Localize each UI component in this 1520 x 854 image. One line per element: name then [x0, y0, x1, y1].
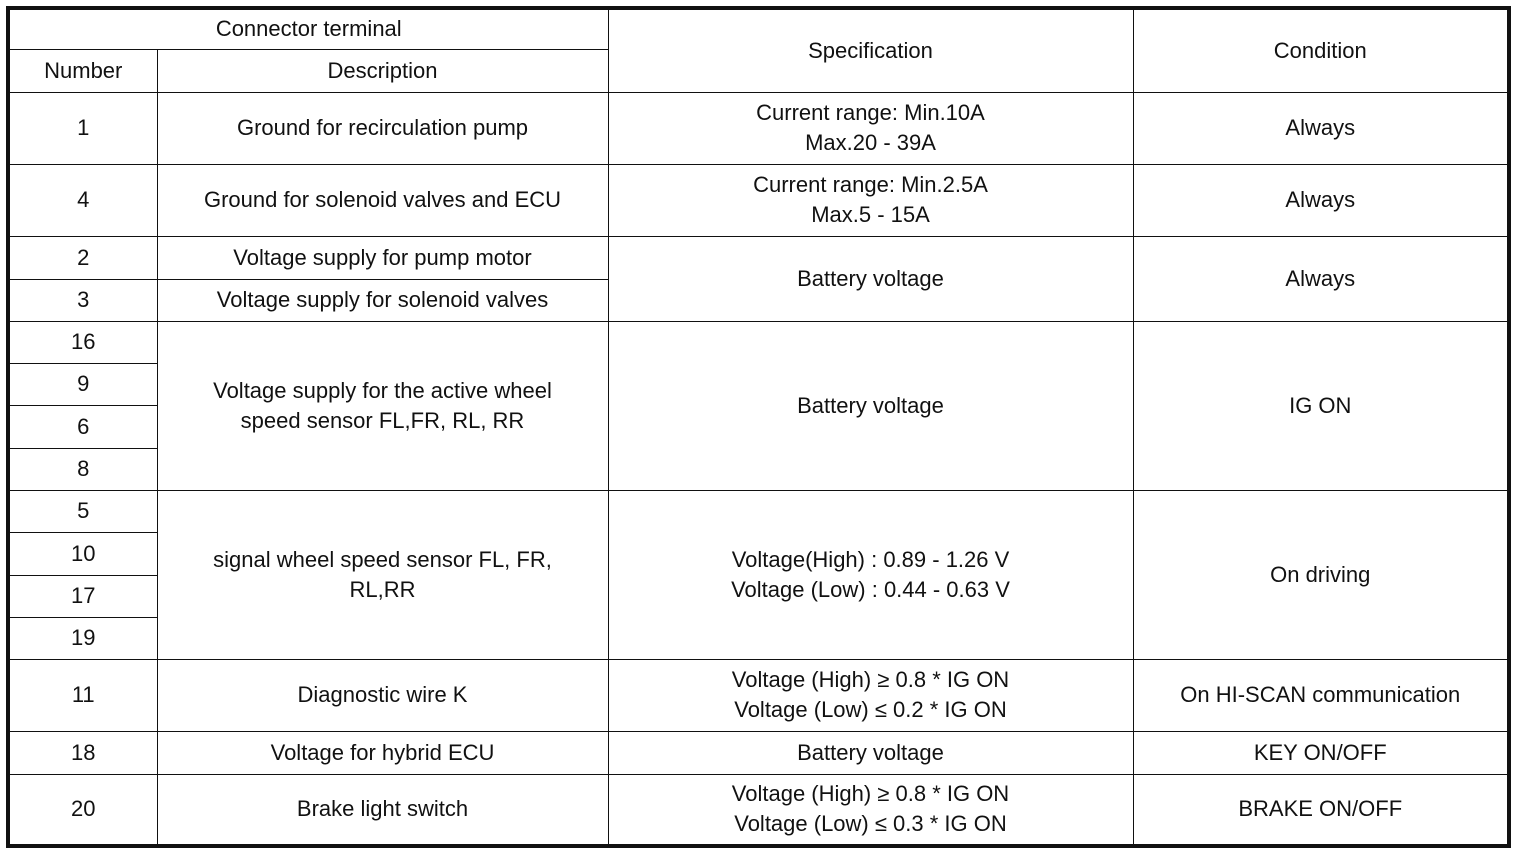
spec-line: Voltage (High) ≥ 0.8 * IG ON	[731, 667, 1010, 692]
terminal-condition: On HI-SCAN communication	[1133, 659, 1509, 731]
terminal-description	[157, 490, 608, 659]
table-row	[8, 731, 1509, 774]
terminal-number: 2	[8, 236, 157, 279]
spec-line: Voltage (Low) : 0.44 - 0.63 V	[731, 576, 1010, 602]
terminal-description: Voltage supply for pump motor	[157, 236, 608, 279]
terminal-number: 16	[8, 321, 157, 363]
spec-line: Voltage (High) ≥ 0.8 * IG ON	[731, 781, 1010, 807]
terminal-specification: Battery voltage	[608, 236, 1133, 321]
header-connector-terminal: Connector terminal	[8, 8, 608, 49]
terminal-number: 9	[8, 363, 157, 405]
description-line: Voltage supply for the active wheel	[213, 377, 552, 403]
table-row	[8, 774, 1509, 846]
header-number: Number	[8, 49, 157, 92]
terminal-description	[157, 321, 608, 490]
header-specification: Specification	[608, 8, 1133, 92]
description-line: RL,RR	[349, 576, 416, 602]
spec-line: Voltage(High) : 0.89 - 1.26 V	[731, 546, 1010, 572]
terminal-description: Brake light switch	[157, 774, 608, 846]
terminal-number: 10	[8, 532, 157, 575]
terminal-condition: BRAKE ON/OFF	[1133, 774, 1509, 846]
spec-line: Max.5 - 15A	[811, 202, 930, 227]
terminal-condition: Always	[1133, 236, 1509, 321]
spec-line: Max.20 - 39A	[805, 130, 936, 155]
header-row	[8, 8, 1509, 49]
spec-line: Voltage (Low) ≤ 0.3 * IG ON	[734, 811, 1007, 837]
header-description: Description	[157, 49, 608, 92]
table-row	[8, 236, 1509, 279]
terminal-description: Diagnostic wire K	[157, 659, 608, 731]
terminal-number: 17	[8, 575, 157, 617]
terminal-description: Ground for recirculation pump	[157, 92, 608, 164]
terminal-specification	[608, 774, 1133, 846]
terminal-condition: Always	[1133, 92, 1509, 164]
terminal-description: Ground for solenoid valves and ECU	[157, 164, 608, 236]
terminal-condition: Always	[1133, 164, 1509, 236]
terminal-number: 6	[8, 405, 157, 448]
terminal-specification	[608, 490, 1133, 659]
description-line: signal wheel speed sensor FL, FR,	[213, 546, 552, 572]
table-row	[8, 92, 1509, 164]
terminal-specification	[608, 92, 1133, 164]
terminal-specification	[608, 659, 1133, 731]
terminal-condition: IG ON	[1133, 321, 1509, 490]
terminal-number: 19	[8, 617, 157, 659]
terminal-specification: Battery voltage	[608, 321, 1133, 490]
terminal-number: 4	[8, 164, 157, 236]
terminal-number: 3	[8, 279, 157, 321]
terminal-number: 18	[8, 731, 157, 774]
terminal-condition: KEY ON/OFF	[1133, 731, 1509, 774]
terminal-number: 1	[8, 92, 157, 164]
terminal-number: 5	[8, 490, 157, 532]
table-row	[8, 659, 1509, 731]
terminal-number: 11	[8, 659, 157, 731]
terminal-description: Voltage for hybrid ECU	[157, 731, 608, 774]
terminal-specification: Battery voltage	[608, 731, 1133, 774]
spec-line: Current range: Min.10A	[756, 100, 985, 125]
terminal-condition: On driving	[1133, 490, 1509, 659]
connector-terminal-table	[6, 6, 1511, 848]
header-condition: Condition	[1133, 8, 1509, 92]
table-row	[8, 164, 1509, 236]
terminal-number: 8	[8, 448, 157, 490]
table-row	[8, 321, 1509, 363]
description-line: speed sensor FL,FR, RL, RR	[240, 407, 525, 433]
spec-line: Current range: Min.2.5A	[753, 172, 988, 197]
spec-line: Voltage (Low) ≤ 0.2 * IG ON	[734, 697, 1007, 722]
table-row	[8, 490, 1509, 532]
terminal-description: Voltage supply for solenoid valves	[157, 279, 608, 321]
terminal-specification	[608, 164, 1133, 236]
terminal-number: 20	[8, 774, 157, 846]
